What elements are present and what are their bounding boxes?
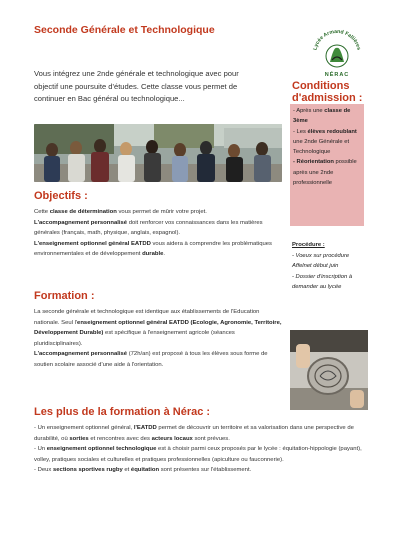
formation-title: Formation :: [34, 290, 95, 302]
condition-item-1: - Après une classe de 3ème: [293, 108, 351, 125]
intro-text: Vous intégrez une 2nde générale et technologique avec pour objectif une poursuite d'études. Cette classe vous permet de continuer en Bac général ou technologique...: [34, 69, 239, 103]
condition-item-3: - Réorientation possible après une 2nde professionnelle: [293, 159, 357, 187]
plus-bullet-2: - Un enseignement optionnel technologique est à choisir parmi ceux proposés par le lycée : équitation-hippologie (payant), volley, pratiques sociales et culturelles et pratiques professionnelles (apiculture ou fauconnerie).: [34, 446, 362, 463]
objectifs-title: Objectifs :: [34, 190, 88, 202]
objectifs-line-3: L'enseignement optionnel général EATDD vous aidera à comprendre les problématiques environnementales et de développement durable.: [34, 240, 272, 257]
procedure-item-2: - Dossier d'inscription à demander au lycée: [292, 273, 353, 290]
plus-bullet-1: - Un enseignement optionnel général, l'EATDD permet de découvrir un territoire et sa valorisation dans une perspective de durabilité, où sorties et rencontres avec des acteurs locaux sont prévues.: [34, 425, 354, 442]
svg-text:NÉRAC: NÉRAC: [324, 72, 350, 78]
page-title: Seconde Générale et Technologique: [34, 24, 215, 36]
formation-paragraph-2: L'accompagnement personnalisé (72h/an) est proposé à tous les élèves sous forme de soutien scolaire associé d'une aide à l'orientation.: [34, 351, 268, 368]
formation-paragraph-1: La seconde générale et technologique est identique aux établissements de l'Education nationale. Seul l'enseignement optionnel général EATDD (Ecologie, Agronomie, Territoire, Développement Durable) est spécifique à l'enseignement agricole (séances pluridisciplinaires).: [34, 309, 282, 347]
plus-bullet-3: - Deux sections sportives rugby et équitation sont présentes sur l'établissement.: [34, 467, 252, 473]
coin-photo: [290, 330, 368, 410]
conditions-title: Conditions d'admission :: [292, 80, 363, 104]
conditions-box: [290, 104, 364, 226]
procedure-item-1: - Voeux sur procédure Affelnet début juin: [292, 252, 350, 269]
objectifs-text: [34, 207, 286, 260]
formation-text: [34, 307, 284, 370]
objectifs-line-1: Cette classe de détermination vous permet de mûrir votre projet.: [34, 209, 207, 215]
condition-item-2: - Les élèves redoublant une 2nde Générale et Technologique: [293, 128, 357, 156]
objectifs-line-2: L'accompagnement personnalisé doit renforcer vos connaissances dans les matières générales (français, math, physique, anglais, espagnol).: [34, 219, 263, 236]
school-logo: [306, 24, 368, 82]
procedure-title: Procédure :: [292, 242, 325, 248]
plus-text: [34, 423, 369, 476]
procedure-section: [292, 240, 368, 293]
svg-text:Lycée Armand Fallières: Lycée Armand Fallières: [312, 28, 362, 51]
students-photo: [34, 124, 282, 182]
plus-title: Les plus de la formation à Nérac :: [34, 406, 211, 418]
